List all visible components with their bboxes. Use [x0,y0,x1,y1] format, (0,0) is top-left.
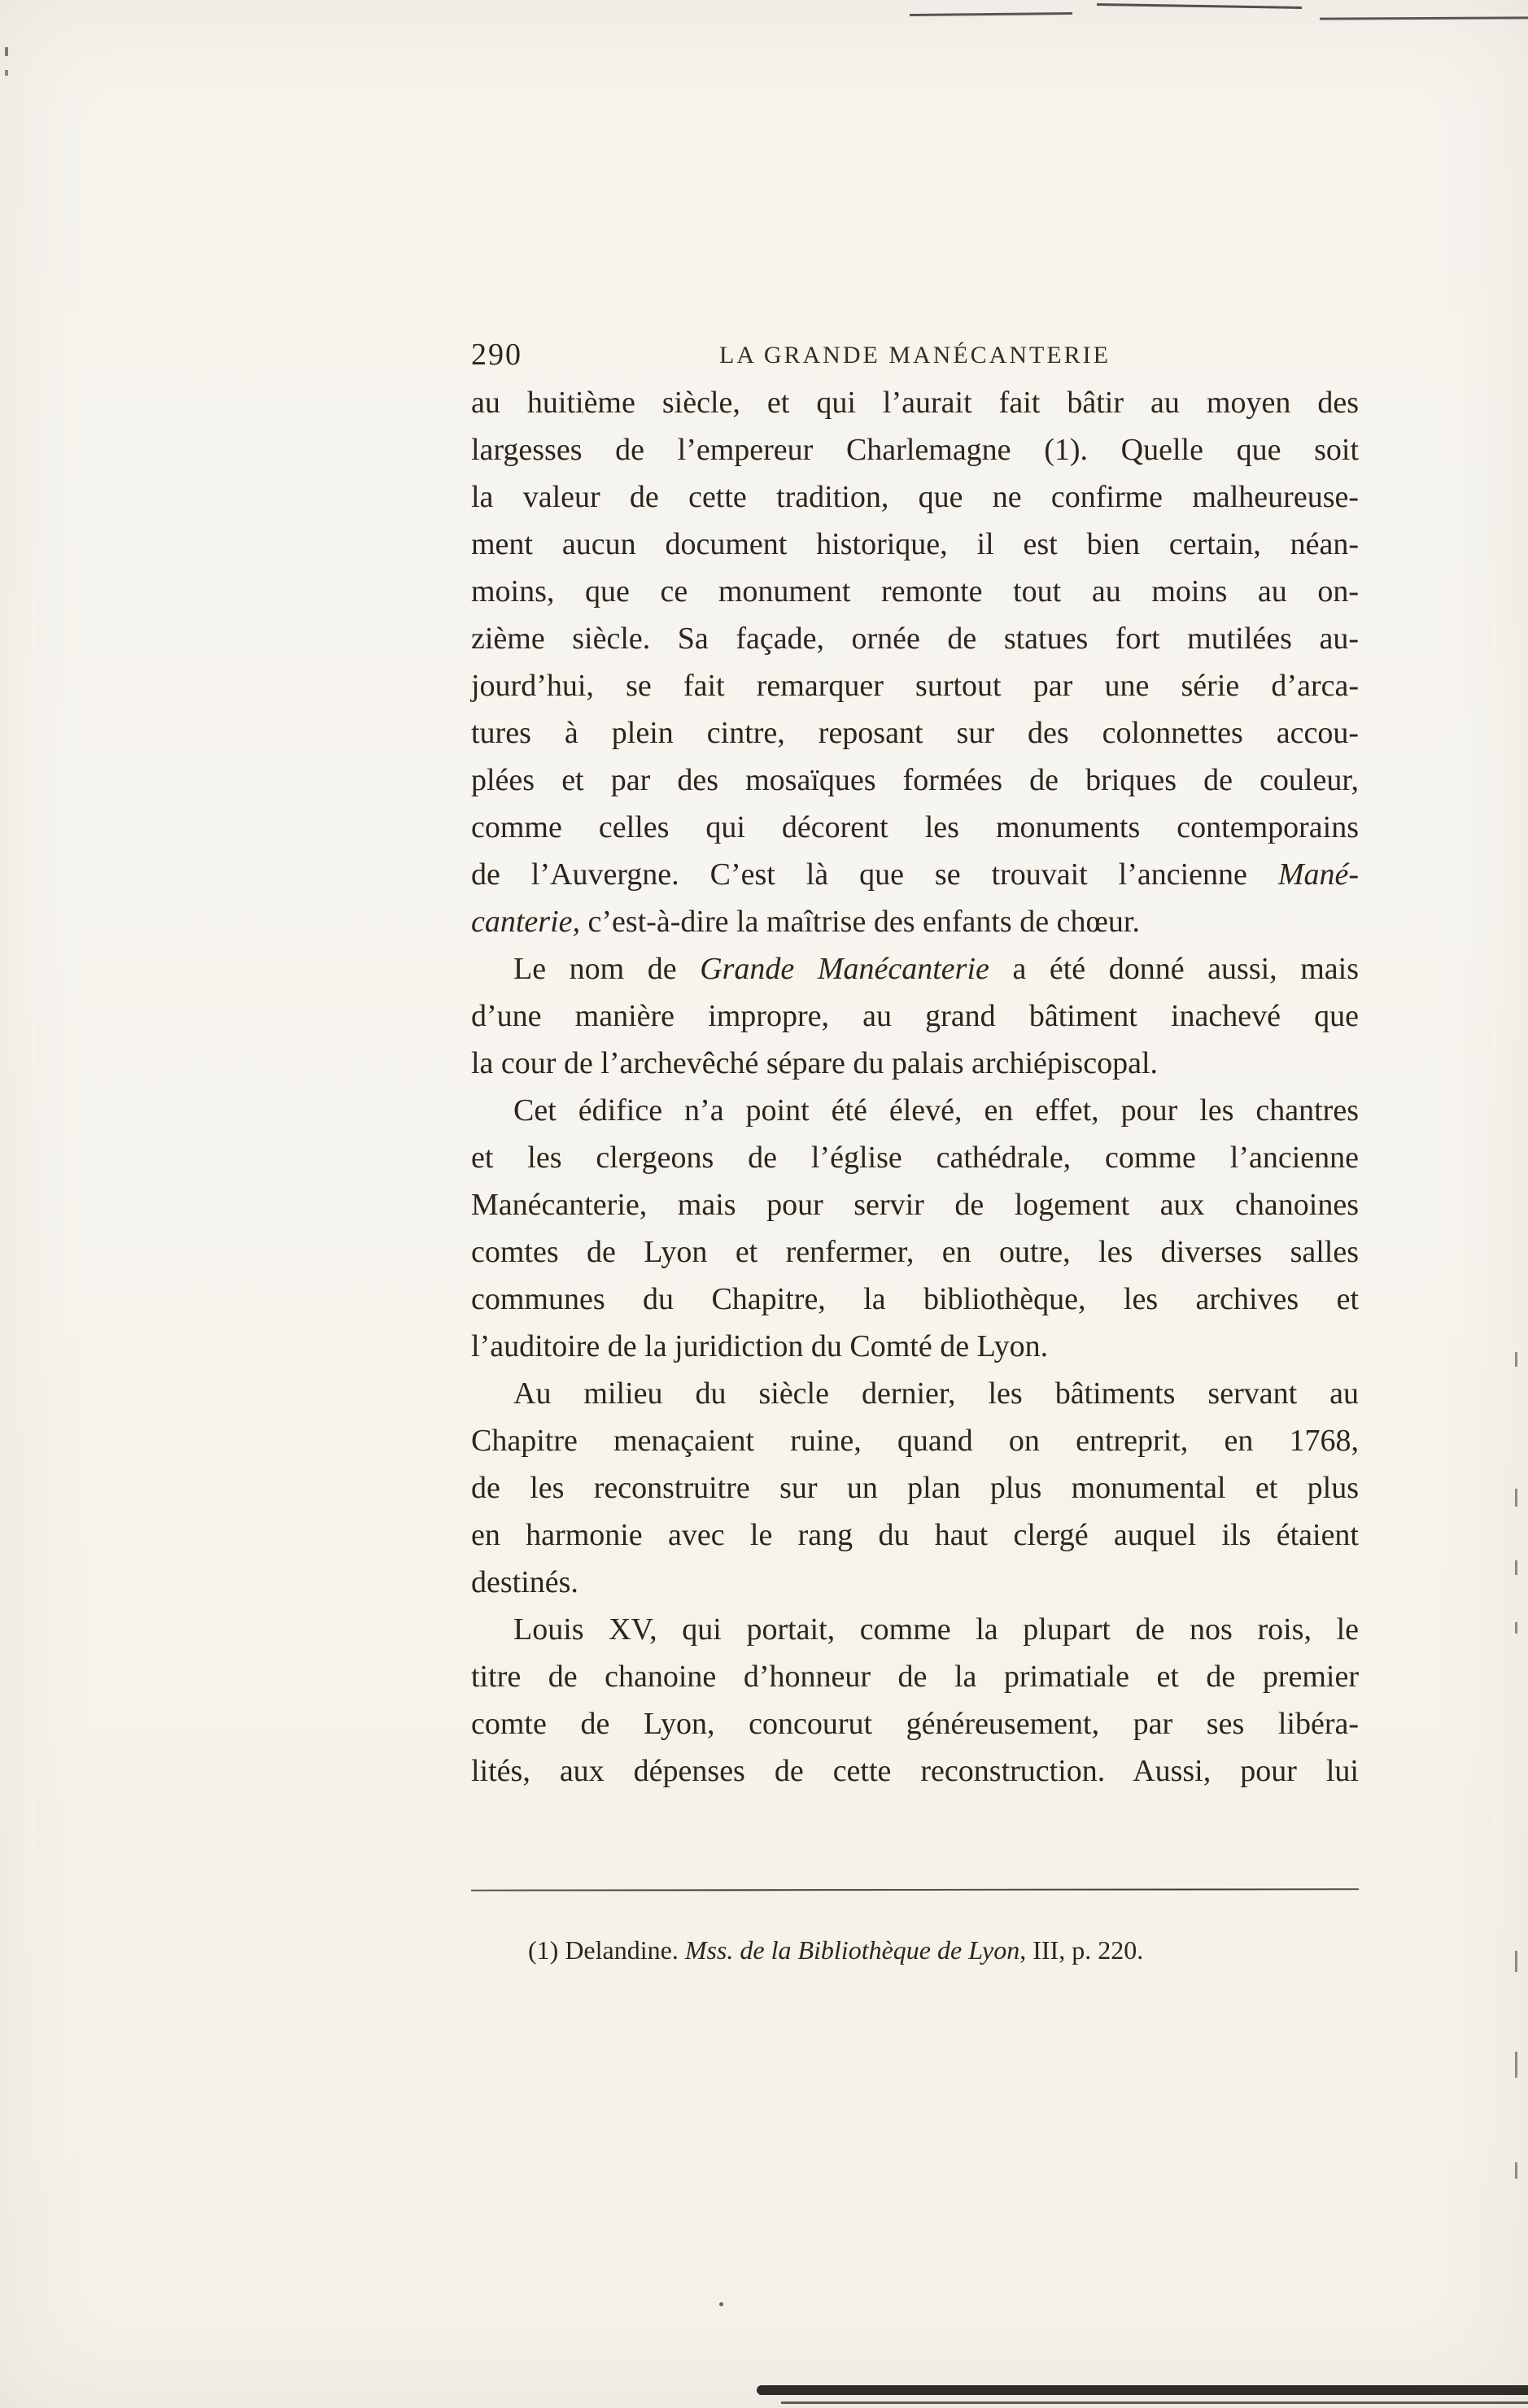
text-run: ment aucun document historique, il est bien certain, néan- [471,527,1359,561]
text-run: Chapitre menaçaient ruine, quand on entreprit, en 1768, [471,1424,1359,1458]
text-run: de l’Auvergne. C’est là que se trouvait l’ancienne [471,857,1278,892]
text-run: destinés. [471,1565,578,1599]
text-line [471,1040,1359,1087]
text-run: Cet édifice n’a point été élevé, en effet, pour les chantres [513,1093,1359,1128]
text-line [471,898,1359,945]
text-run: la cour de l’archevêché sépare du palais archiépiscopal. [471,1046,1158,1080]
scan-artifact-left-dot [5,47,8,56]
text-line [471,1181,1359,1228]
text-run: Manécanterie, mais pour servir de logement aux chanoines [471,1188,1359,1222]
text-run: et les clergeons de l’église cathédrale, comme l’ancienne [471,1141,1359,1175]
text-line [471,615,1359,662]
text-line [471,568,1359,615]
text-run: (1) Delandine. [528,1935,685,1965]
text-run: , III, p. 220. [1019,1935,1144,1965]
scan-artifact-edge-tick [1515,1352,1517,1367]
scan-artifact-edge-tick [1515,1622,1517,1634]
page-number: 290 [471,338,522,372]
text-line [471,851,1359,898]
paragraph [471,1606,1359,1795]
text-run: Le nom de [513,952,701,986]
scan-artifact-edge-tick [1515,1951,1517,1972]
text-run: de les reconstruitre sur un plan plus monumental et plus [471,1471,1359,1505]
italic-text-run: canterie, [471,905,581,939]
page-header [471,335,1359,377]
footnote [471,1931,1359,1969]
scan-artifact-top-dash [1320,16,1528,20]
text-line [471,804,1359,851]
text-line [471,992,1359,1040]
text-line [471,1747,1359,1795]
body-text [471,379,1359,1795]
scan-artifact-edge-tick [1515,2162,1517,2179]
text-run: titre de chanoine d’honneur de la primatiale et de premier [471,1660,1359,1694]
text-line [471,1370,1359,1417]
text-run: Louis XV, qui portait, comme la plupart de nos rois, le [513,1612,1359,1647]
text-line [471,1228,1359,1276]
text-line [471,521,1359,568]
text-run: comtes de Lyon et renfermer, en outre, les diverses salles [471,1235,1359,1269]
text-line [471,379,1359,426]
text-run: plées et par des mosaïques formées de briques de couleur, [471,763,1359,797]
text-line [471,1606,1359,1653]
text-line [471,1134,1359,1181]
text-run: lités, aux dépenses de cette reconstruction. Aussi, pour lui [471,1754,1359,1788]
text-line [471,1931,1359,1969]
text-line [471,1653,1359,1700]
scan-artifact-top-dash [1097,3,1302,9]
italic-text-run: Mané- [1277,857,1359,892]
text-line [471,426,1359,473]
text-line [471,1323,1359,1370]
italic-text-run: Grande Manécanterie [700,952,989,986]
text-run: au huitième siècle, et qui l’aurait fait bâtir au moyen des [471,386,1359,420]
footnote-separator [471,1888,1359,1891]
paragraph [471,945,1359,1087]
text-run: zième siècle. Sa façade, ornée de statues fort mutilées au- [471,622,1359,656]
text-line [471,1276,1359,1323]
text-line [471,709,1359,757]
text-run: en harmonie avec le rang du haut clergé auquel ils étaient [471,1518,1359,1552]
text-line [471,1464,1359,1512]
paragraph [471,1087,1359,1370]
scan-artifact-top-dash [910,12,1072,16]
text-line [471,473,1359,521]
paragraph [471,379,1359,945]
text-run: comme celles qui décorent les monuments contemporains [471,810,1359,844]
text-line [471,1559,1359,1606]
text-run: comte de Lyon, concourut généreusement, par ses libéra- [471,1707,1359,1741]
text-line [471,1700,1359,1747]
italic-text-run: Mss. de la Bibliothèque de Lyon [684,1935,1020,1965]
text-run: la valeur de cette tradition, que ne confirme malheureuse- [471,480,1359,514]
text-run: a été donné aussi, mais [989,952,1359,986]
scan-artifact-edge-tick [1515,2052,1517,2078]
text-line [471,1512,1359,1559]
scan-artifact-edge-tick [1515,1489,1517,1507]
text-line [471,1417,1359,1464]
paragraph [471,1370,1359,1606]
text-run: tures à plein cintre, reposant sur des colonnettes accou- [471,716,1359,750]
scan-artifact-left-dot [5,70,8,76]
scan-artifact-bottom-bar [757,2385,1528,2395]
scan-artifact-bottom-line [781,2401,1528,2404]
text-run: Au milieu du siècle dernier, les bâtiments servant au [513,1376,1359,1411]
scan-artifact-bottom-dot [719,2302,723,2306]
text-line [471,757,1359,804]
text-run: largesses de l’empereur Charlemagne (1). Quelle que soit [471,433,1359,467]
text-run: c’est-à-dire la maîtrise des enfants de chœur. [580,905,1140,939]
text-line [471,662,1359,709]
text-line [471,1087,1359,1134]
scan-artifact-edge-tick [1515,1560,1517,1575]
text-run: jourd’hui, se fait remarquer surtout par une série d’arca- [471,669,1359,703]
text-run: l’auditoire de la juridiction du Comté de Lyon. [471,1329,1049,1363]
text-line [471,945,1359,992]
text-run: moins, que ce monument remonte tout au moins au on- [471,574,1359,609]
text-run: d’une manière impropre, au grand bâtiment inachevé que [471,999,1359,1033]
text-run: communes du Chapitre, la bibliothèque, les archives et [471,1282,1359,1316]
running-title: LA GRANDE MANÉCANTERIE [719,342,1111,369]
